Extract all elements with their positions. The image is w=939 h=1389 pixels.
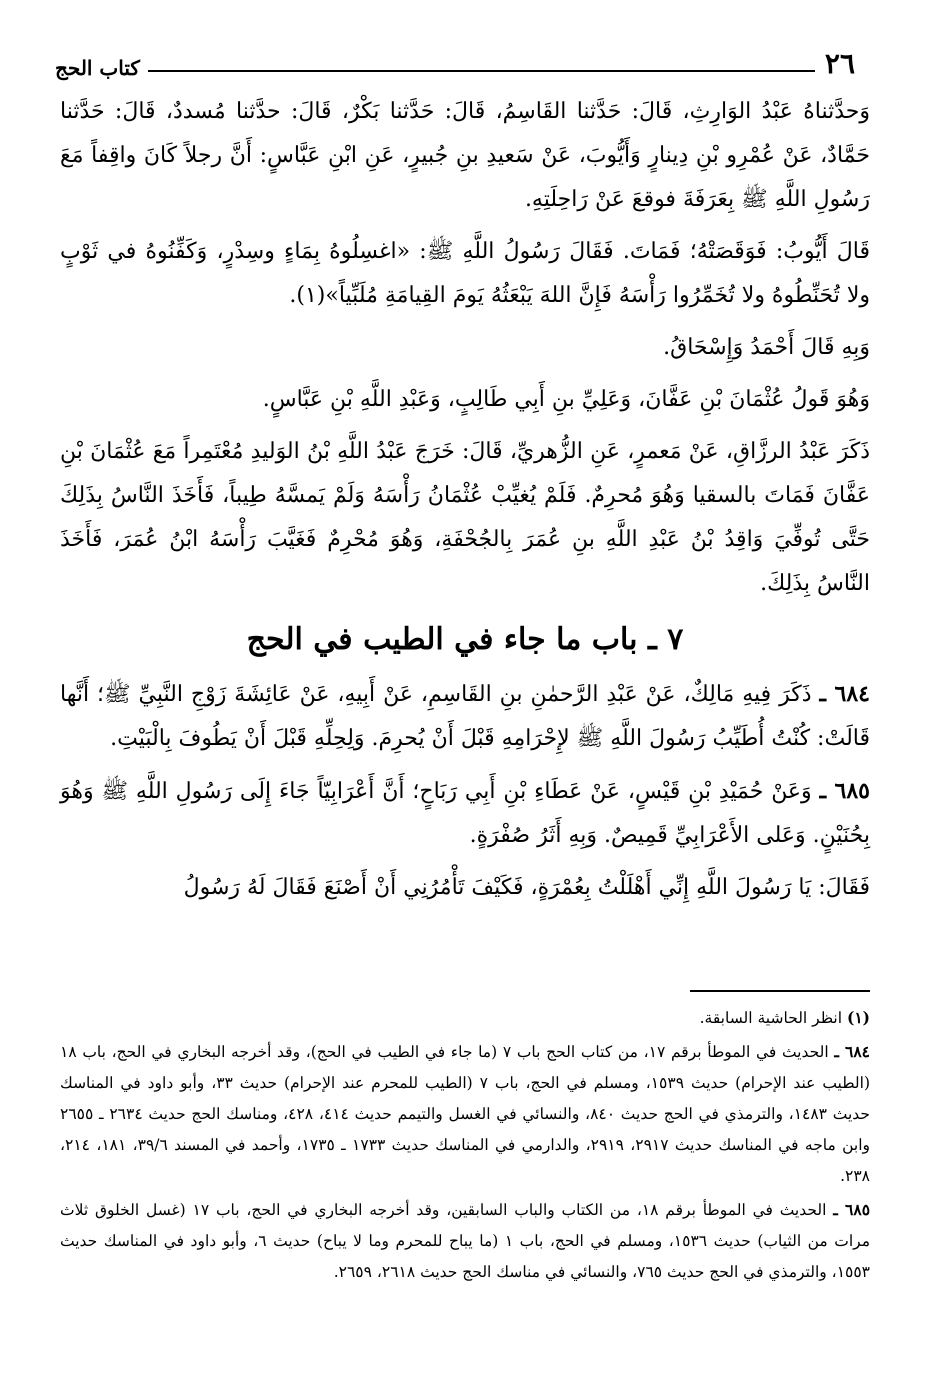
hadith-number: ٦٨٥ ـ [819, 778, 870, 804]
paragraph: وَهُوَ قَولُ عُثْمَانَ بْنِ عَفَّانَ، وَعَلِيِّ بنِ أَبِي طَالِبٍ، وَعَبْدِ اللَّهِ بْنِ عَبَّاسٍ. [262, 387, 870, 412]
header-rule [148, 70, 815, 72]
footnote [60, 1194, 870, 1288]
hadith-text: وَعَنْ حُمَيْدِ بْنِ قَيْسٍ، عَنْ عَطَاءِ بْنِ أَبِي رَبَاحٍ؛ أَنَّ أَعْرَابِيّاً جَاءَ إِلَى رَسُولِ اللَّهِ ﷺ وَهُوَ بِحُنَيْنٍ. وَعَلى الأَعْرَابِيِّ قَمِيصٌ. وَبِهِ أَثَرُ صُفْرَةٍ. [60, 779, 870, 848]
footnote-divider [690, 990, 870, 992]
footnote-text: انظر الحاشية السابقة. [699, 1009, 843, 1027]
book-title: كتاب الحج [55, 56, 140, 80]
footnote-text: الحديث في الموطأ برقم ١٧، من كتاب الحج باب ٧ (ما جاء في الطيب في الحج)، وقد أخرجه البخاري في الحج، باب ١٨ (الطيب عند الإحرام) حديث ١٥٣٩، ومسلم في الحج، باب ٧ (الطيب للمحرم عند الإحرام) حديث ٣٣، وأبو داود في المناسك حديث ١٤٨٣، والترمذي في الحج حديث ٨٤٠، والنسائي في الغسل والتيمم حديث ٤١٤، ٤٢٨، ومناسك الحج حديث ٢٦٣٤ ـ ٢٦٥٥ وابن ماجه في المناسك حديث ٢٩١٧، ٢٩١٩، والدارمي في المناسك حديث ١٧٣٣ ـ ١٧٣٥، وأحمد في المسند ٣٩/٦، ١٨١، ٢١٤، ٢٣٨. [60, 1043, 871, 1185]
hadith-paragraph [60, 769, 870, 858]
main-text [60, 90, 870, 918]
paragraph: وَبِهِ قَالَ أَحْمَدُ وَإِسْحَاقُ. [663, 335, 870, 360]
footnote-number: ٦٨٥ ـ [833, 1200, 871, 1219]
footnote-number: ٦٨٤ ـ [834, 1042, 871, 1061]
footnote-number: (١) [846, 1008, 870, 1027]
footnote-text: الحديث في الموطأ برقم ١٨، من الكتاب والباب السابقين، وقد أخرجه البخاري في الحج، باب ١٧ (غسل الخلوق ثلاث مرات من الثياب) حديث ١٥٣٦، ومسلم في الحج، باب ١ (ما يباح للمحرم وما لا يباح) حديث ٦، وأبو داود في المناسك حديث ١٥٥٣، والترمذي في الحج حديث ٧٦٥، والنسائي في مناسك الحج حديث ٢٦١٨، ٢٦٥٩. [60, 1201, 871, 1281]
page-header [55, 28, 855, 78]
footnotes [60, 1002, 870, 1290]
hadith-text: ذَكَرَ فِيهِ مَالِكٌ، عَنْ عَبْدِ الرَّحمٰنِ بنِ القَاسِمِ، عَنْ أَبِيهِ، عَنْ عَائِشَةَ زَوْجِ النَّبِيِّ ﷺ؛ أَنَّها قَالَتْ: كُنْتُ أُطَيِّبُ رَسُولَ اللَّهِ ﷺ لإِحْرَامِهِ قَبْلَ أَنْ يُحرِمَ. وَلِحِلِّهِ قَبْلَ أَنْ يَطُوفَ بِالْبَيْتِ. [60, 682, 870, 751]
chapter-heading: ٧ ـ باب ما جاء في الطيب في الحج [246, 622, 684, 657]
footnote [60, 1036, 870, 1192]
footnote [60, 1002, 870, 1034]
paragraph: فَقَالَ: يَا رَسُولَ اللَّهِ إِنِّي أَهْلَلْتُ بِعُمْرَةٍ، فَكَيْفَ تَأْمُرُنِي أَنْ أَصْنَعَ فَقَالَ لَهُ رَسُولُ [183, 875, 870, 900]
hadith-number: ٦٨٤ ـ [819, 681, 870, 707]
paragraph: وَحدَّثناهُ عَبْدُ الوَارِثِ، قَالَ: حَدَّثنا القَاسِمُ، قَالَ: حَدَّثنا بَكْرٌ، قَالَ: حدَّثنا مُسددٌ، قَالَ: حَدَّثنا حَمَّادٌ، عَنْ عُمْرِو بْنِ دِينارٍ وَأَيُّوبَ، عَنْ سَعيدِ بنِ جُبيرٍ، عَنِ ابْنِ عَبَّاسٍ: أَنَّ رجلاً كَانَ واقِفاً مَعَ رَسُولِ اللَّهِ ﷺ بِعَرَفَةَ فوقعَ عَنْ رَاحِلَتِهِ. [60, 99, 870, 212]
paragraph: قَالَ أَيُّوبُ: فَوَقَصَتْهُ؛ فَمَاتَ. فَقَالَ رَسُولُ اللَّهِ ﷺ: «اغسِلُوهُ بِمَاءٍ وسِدْرٍ، وَكَفِّنُوهُ في ثَوْبٍ ولا تُحَنِّطُوهُ ولا تُخَمِّرُوا رَأْسَهُ فَإِنَّ اللهَ يَبْعَثُهُ يَومَ القِيامَةِ مُلَبِّياً»(١). [60, 239, 870, 308]
paragraph: ذَكَرَ عَبْدُ الرزَّاقِ، عَنْ مَعمرٍ، عَنِ الزُّهريِّ، قَالَ: خَرَجَ عَبْدُ اللَّهِ بْنُ الوَليدِ مُعْتَمِراً مَعَ عُثْمَانَ بْنِ عَفَّانَ فَمَاتَ بالسقيا وَهُوَ مُحرِمٌ. فَلَمْ يُغيِّبْ عُثْمَانُ رَأْسَهُ وَلَمْ يَمسَّهُ طِيباً، فَأَخَذَ النَّاسُ بِذَلِكَ حَتَّى تُوفِّيَ وَاقِدُ بْنُ عَبْدِ اللَّهِ بنِ عُمَرَ بِالجُحْفَةِ، وَهُوَ مُحْرِمٌ فَغَيَّبَ رَأْسَهُ ابْنُ عُمَرَ، فَأَخَذَ النَّاسُ بِذَلِكَ. [60, 439, 870, 596]
hadith-paragraph [60, 672, 870, 761]
page-number: ٢٦ [824, 47, 855, 80]
